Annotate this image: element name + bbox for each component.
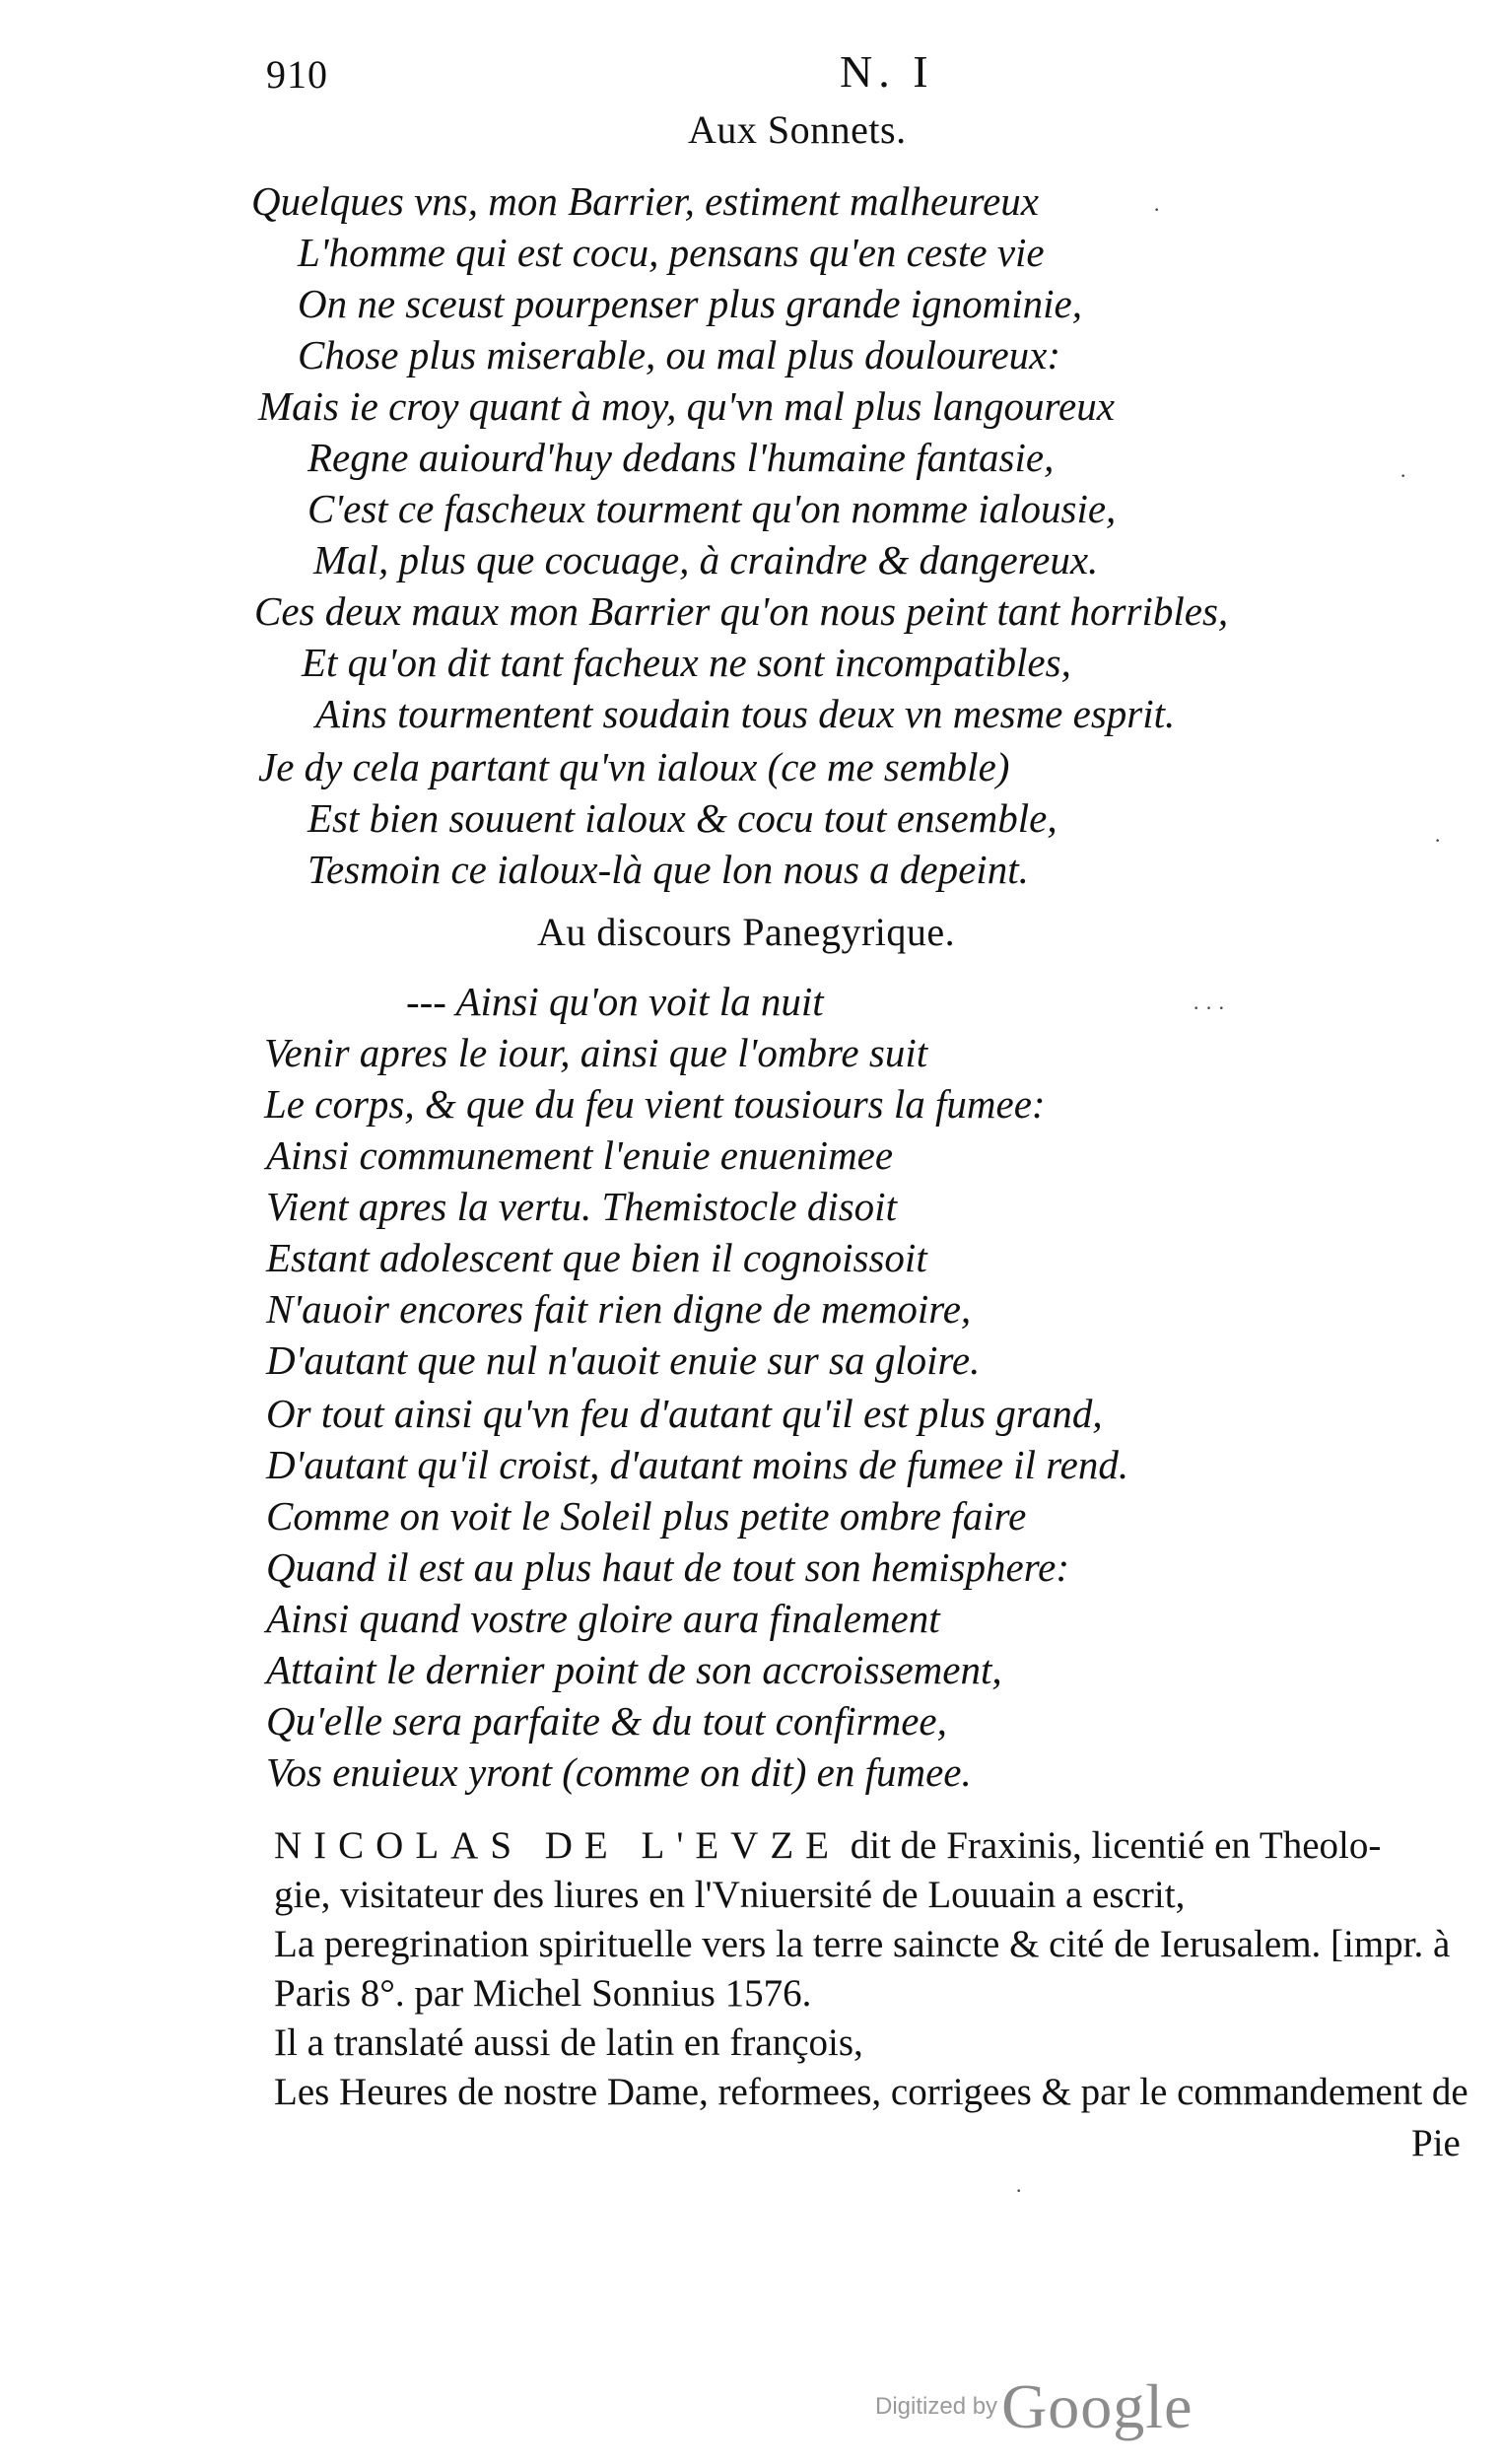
- verse-line: Venir apres le iour, ainsi que l'ombre suit: [264, 1030, 928, 1075]
- verse-line: Ainsi communement l'enuie enuenimee: [266, 1132, 894, 1178]
- signature-mark: N. I: [840, 46, 934, 97]
- verse-line: D'autant qu'il croist, d'autant moins de fumee il rend.: [266, 1442, 1129, 1487]
- scan-speck: ·: [1153, 197, 1161, 222]
- verse-line: Ains tourmentent soudain tous deux vn mesme esprit.: [315, 691, 1176, 736]
- page-number: 910: [266, 52, 328, 97]
- entry-line: dit de Fraxinis, licentié en Theolo-: [850, 1824, 1382, 1867]
- entry-first-line: [274, 1821, 1381, 1871]
- watermark-prefix: Digitized by: [875, 2393, 998, 2420]
- verse-line: Comme on voit le Soleil plus petite ombre faire: [266, 1493, 1027, 1539]
- scan-speck: ·: [1399, 463, 1407, 488]
- verse-line: N'auoir encores fait rien digne de memoire,: [266, 1286, 972, 1332]
- entry-line: Il a translaté aussi de latin en françois,: [274, 2021, 863, 2064]
- verse-line: Vient apres la vertu. Themistocle disoit: [266, 1184, 897, 1229]
- entry-line: Paris 8°. par Michel Sonnius 1576.: [274, 1972, 812, 2015]
- verse-line: Quand il est au plus haut de tout son hemisphere:: [266, 1544, 1069, 1590]
- digitized-watermark: [875, 2370, 1193, 2443]
- verse-line: Attaint le dernier point de son accroissement,: [266, 1647, 1002, 1692]
- verse-line: Tesmoin ce ialoux-là que lon nous a depeint.: [307, 847, 1029, 892]
- verse-line: Estant adolescent que bien il cognoissoit: [266, 1235, 927, 1280]
- scan-speck: · · ·: [1193, 995, 1225, 1020]
- section-heading-discours: Au discours Panegyrique.: [537, 910, 956, 954]
- verse-line: Vos enuieux yront (comme on dit) en fumee.: [266, 1749, 972, 1795]
- verse-line: Mais ie croy quant à moy, qu'vn mal plus langoureux: [258, 383, 1115, 429]
- catchword: Pie: [1411, 2122, 1461, 2164]
- verse-line: C'est ce fascheux tourment qu'on nomme ialousie,: [307, 486, 1117, 531]
- entry-line: La peregrination spirituelle vers la terre saincte & cité de Ierusalem. [impr. à: [274, 1923, 1451, 1965]
- author-name: NICOLAS DE L'EVZE: [274, 1824, 841, 1867]
- scan-speck: ·: [1434, 828, 1442, 853]
- entry-line: Les Heures de nostre Dame, reformees, corrigees & par le commandement de: [274, 2071, 1468, 2113]
- verse-line: L'homme qui est cocu, pensans qu'en ceste vie: [298, 230, 1045, 275]
- verse-line: Mal, plus que cocuage, à craindre & dangereux.: [313, 537, 1099, 582]
- verse-line: On ne sceust pourpenser plus grande ignominie,: [298, 281, 1082, 326]
- verse-line: Ainsi quand vostre gloire aura finalement: [266, 1596, 940, 1641]
- verse-line: Chose plus miserable, ou mal plus douloureux:: [298, 332, 1061, 377]
- verse-line: Est bien souuent ialoux & cocu tout ensemble,: [307, 795, 1058, 841]
- verse-line: Regne auiourd'huy dedans l'humaine fantasie,: [307, 435, 1055, 480]
- verse-line: Le corps, & que du feu vient tousiours la fumee:: [264, 1081, 1046, 1127]
- verse-line: Je dy cela partant qu'vn ialoux (ce me semble): [258, 744, 1010, 789]
- verse-line: --- Ainsi qu'on voit la nuit: [406, 979, 824, 1024]
- entry-line: gie, visitateur des liures en l'Vniuersité de Louuain a escrit,: [274, 1874, 1186, 1916]
- verse-line: Et qu'on dit tant facheux ne sont incompatibles,: [302, 640, 1071, 685]
- scan-speck: ·: [1015, 2178, 1023, 2203]
- verse-line: Or tout ainsi qu'vn feu d'autant qu'il est plus grand,: [266, 1391, 1103, 1436]
- verse-line: Ces deux maux mon Barrier qu'on nous peint tant horribles,: [254, 588, 1229, 634]
- section-heading-sonnets: Aux Sonnets.: [688, 107, 907, 152]
- verse-line: Qu'elle sera parfaite & du tout confirmee,: [266, 1698, 947, 1744]
- verse-line: D'autant que nul n'auoit enuie sur sa gloire.: [266, 1337, 981, 1383]
- google-logo: Google: [1001, 2371, 1194, 2441]
- verse-line: Quelques vns, mon Barrier, estiment malheureux: [251, 178, 1039, 224]
